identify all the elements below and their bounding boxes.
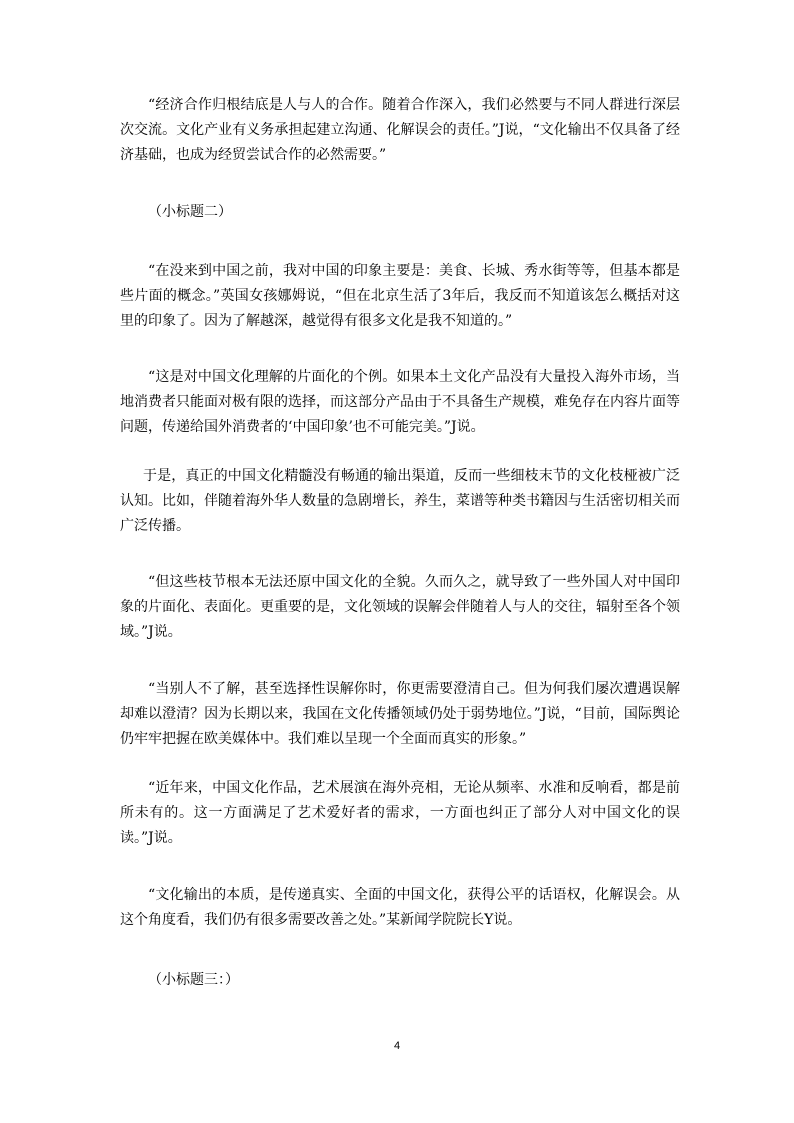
subheading-three: （小标题三：） bbox=[148, 972, 239, 988]
paragraph-namu-impression: “在没来到中国之前，我对中国的印象主要是：美食、长城、秀水街等等，但基本都是些片面的概念。”英国女孩娜姆说，“但在北京生活了3年后，我反而不知道该怎么概括对这里的印象了。因为了解越深，越觉得有很多文化是我不知道的。” bbox=[120, 263, 680, 329]
paragraph-clarify-ourselves: “当别人不了解，甚至选择性误解你时，你更需要澄清自己。但为何我们屡次遭遇误解却难以澄清？因为长期以来，我国在文化传播领域仍处于弱势地位。”J说，“目前，国际舆论仍牢牢把握在欧美媒体中。我们难以呈现一个全面而真实的形象。” bbox=[120, 681, 680, 747]
paragraph-cultural-essence: 于是，真正的中国文化精髓没有畅通的输出渠道，反而一些细枝末节的文化枝桠被广泛认知。比如，伴随着海外华人数量的急剧增长，养生，菜谱等种类书籍因与生活密切相关而广泛传播。 bbox=[120, 468, 680, 534]
paragraph-recent-years: “近年来，中国文化作品，艺术展演在海外亮相，无论从频率、水准和反响看，都是前所未有的。这一方面满足了艺术爱好者的需求，一方面也纠正了部分人对中国文化的误读。”J说。 bbox=[120, 780, 680, 846]
paragraph-essence-of-output: “文化输出的本质，是传递真实、全面的中国文化，获得公平的话语权，化解误会。从这个角度看，我们仍有很多需要改善之处。”某新闻学院院长Y说。 bbox=[120, 887, 680, 928]
page-number: 4 bbox=[393, 1040, 401, 1052]
paragraph-one-sided-example: “这是对中国文化理解的片面化的个例。如果本土文化产品没有大量投入海外市场，当地消费者只能面对极有限的选择，而这部分产品由于不具备生产规模，难免存在内容片面等问题，传递给国外消费者的‘中国印象’也不可能完美。”J说。 bbox=[120, 369, 680, 435]
subheading-two: （小标题二） bbox=[148, 204, 232, 220]
paragraph-economic-cooperation: “经济合作归根结底是人与人的合作。随着合作深入，我们必然要与不同人群进行深层次交流。文化产业有义务承担起建立沟通、化解误会的责任。”J说，“文化输出不仅具备了经济基础，也成为经贸尝试合作的必然需要。” bbox=[120, 97, 680, 163]
paragraph-details-misunderstanding: “但这些枝节根本无法还原中国文化的全貌。久而久之，就导致了一些外国人对中国印象的片面化、表面化。更重要的是，文化领域的误解会伴随着人与人的交往，辐射至各个领域。”J说。 bbox=[120, 574, 680, 640]
